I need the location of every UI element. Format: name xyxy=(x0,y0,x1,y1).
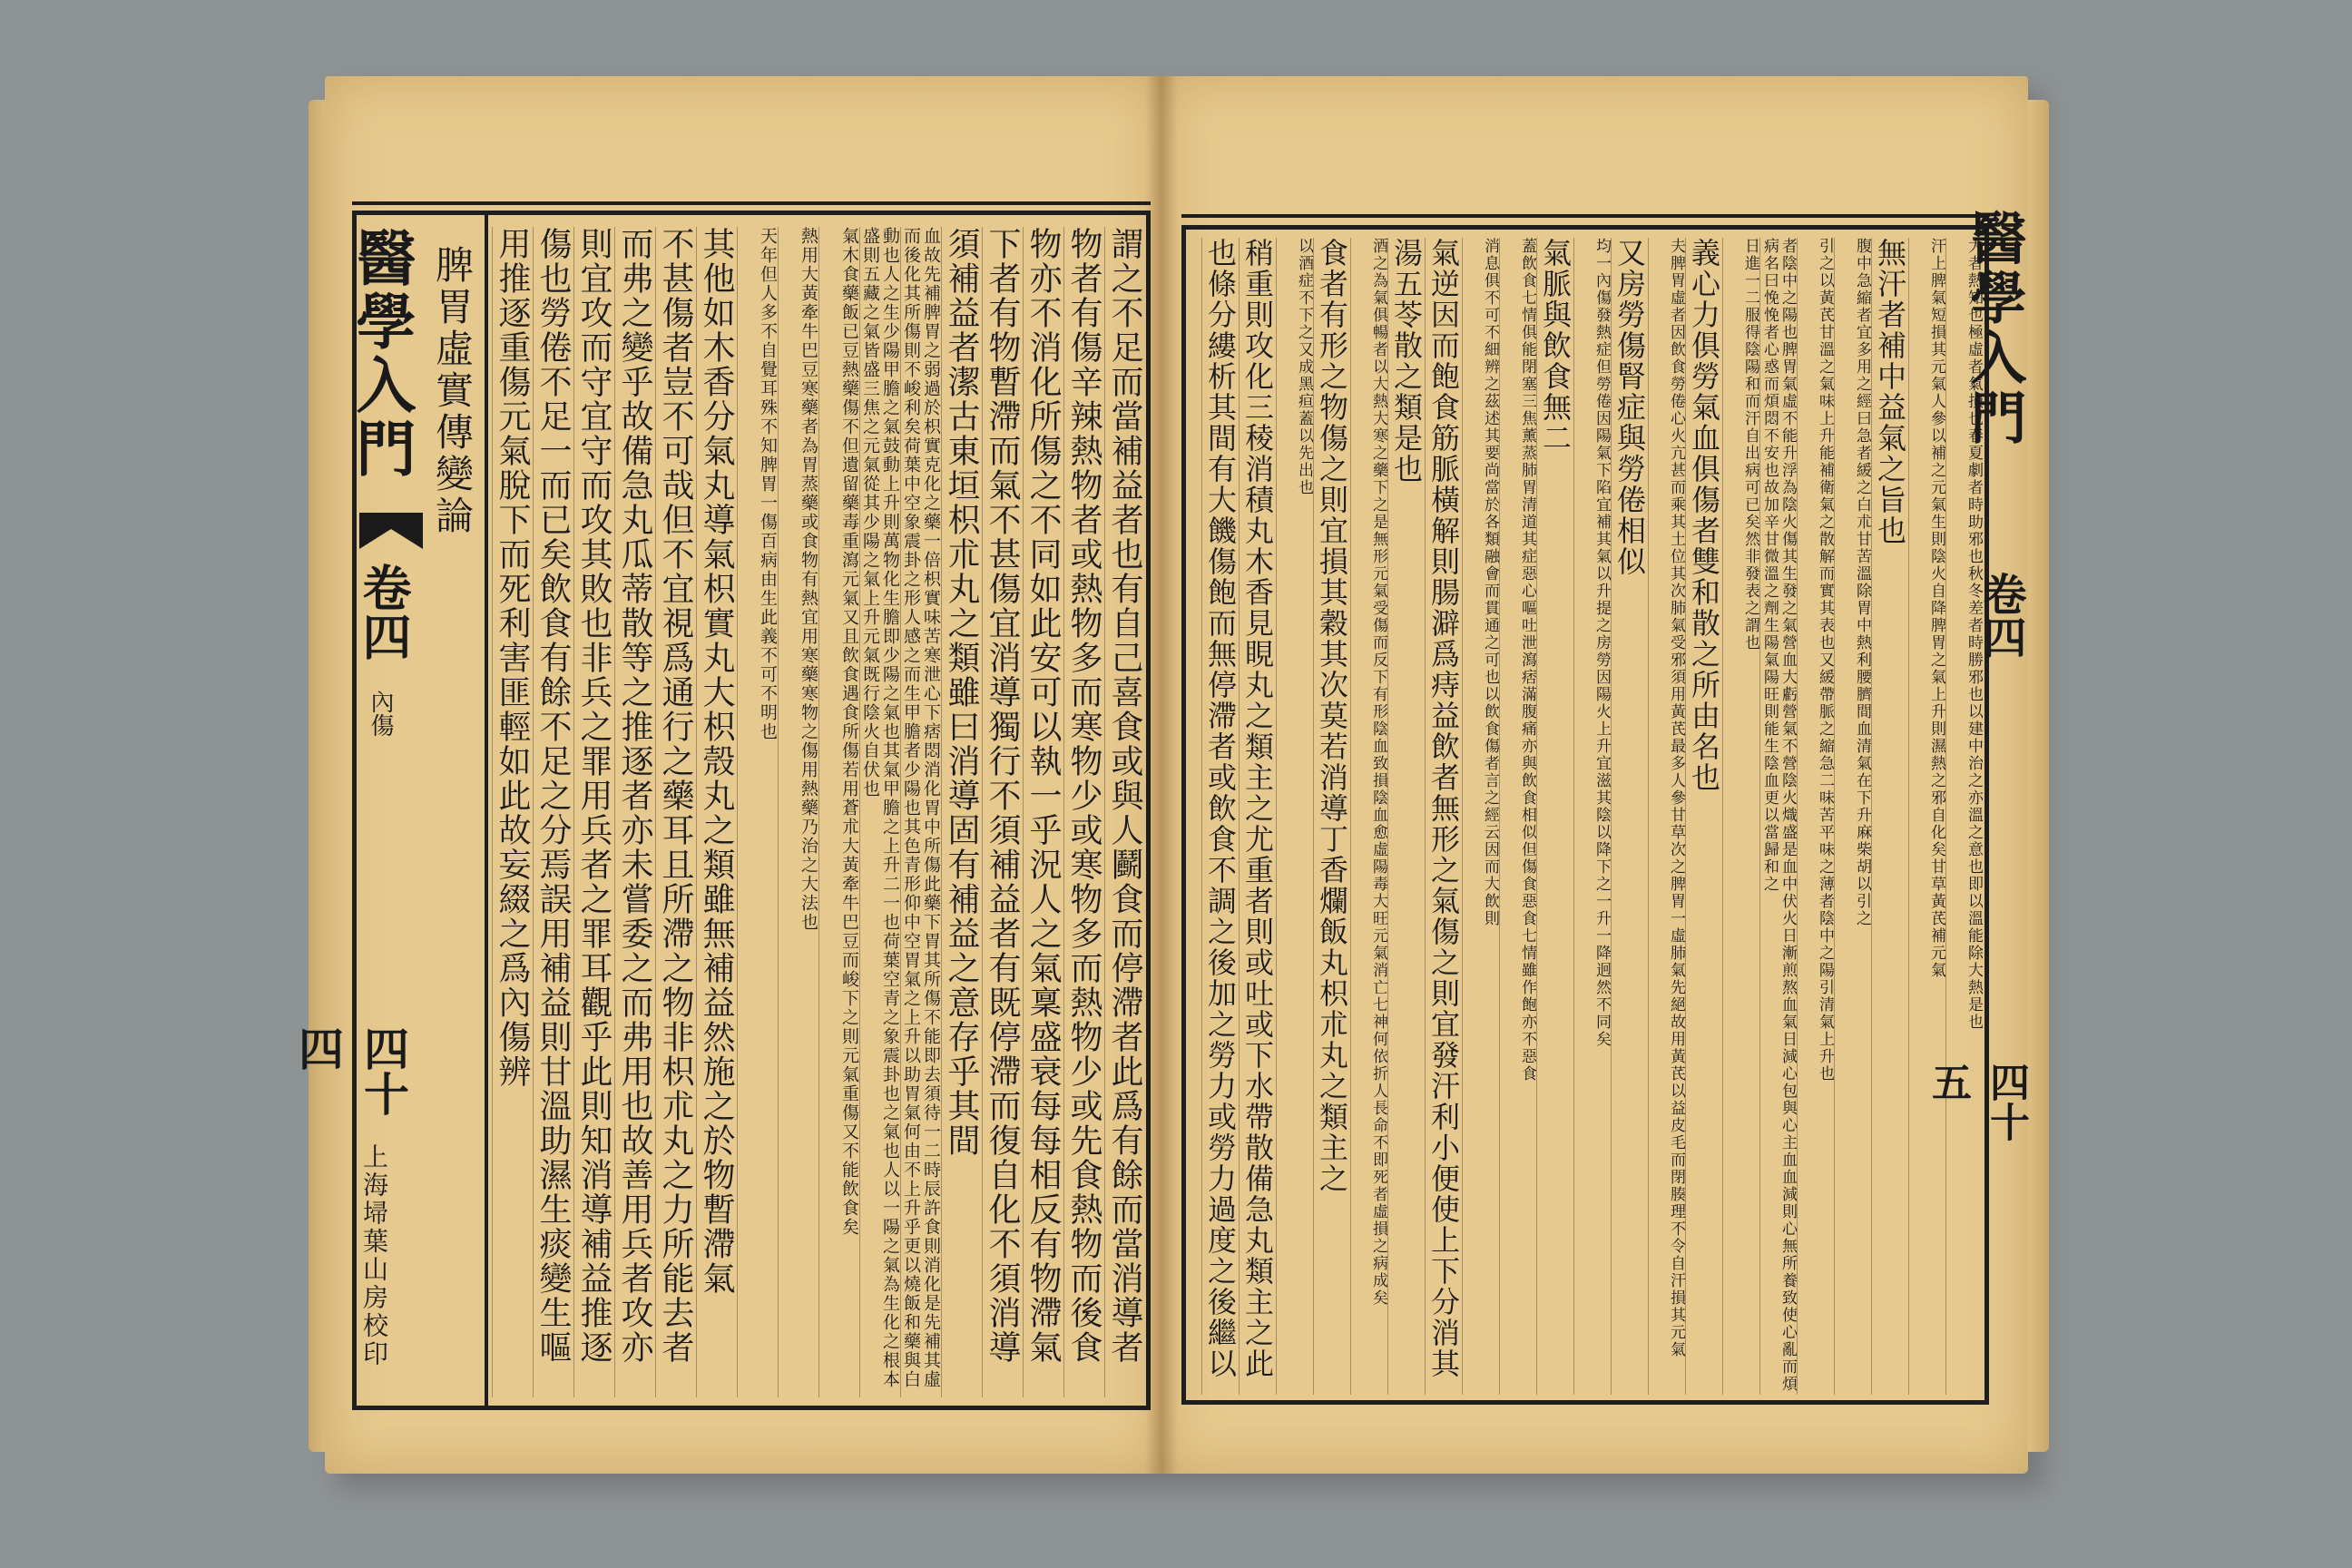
right-text-columns xyxy=(1193,238,1983,1395)
right-page-column: 也條分縷析其間有大饑傷飽而無停滯者或飲食不調之後加之勞力或勞力過度之後繼以 xyxy=(1201,238,1239,1395)
left-page-column: 氣木食藥飯已豆熱藥傷不但遺留藥毒重瀉元氣又且飲食遇食所傷若用蒼朮大黃牽牛巴豆而峻下之則元氣重傷又不能飲食矣 xyxy=(818,227,859,1397)
right-page-column: 稍重則攻化三稜消積丸木香見睍丸之類主之尤重者則或吐或下水帶散備急丸類主之此 xyxy=(1239,238,1276,1395)
left-page-column: 而弗之變乎故備急丸瓜蒂散等之推逐者亦未嘗委之而弗用也故善用兵者攻亦 xyxy=(614,227,655,1397)
right-page-column: 食者有形之物傷之則宜損其穀其次莫若消導丁香爛飯丸枳朮丸之類主之 xyxy=(1313,238,1350,1395)
right-page-column: 蓋飲食七情俱能閉塞三焦薰蒸肺胃清道其症惡心嘔吐泄瀉痞滿腹痛亦與飲食相似但傷食惡食七情雖作飽亦不惡食 xyxy=(1499,238,1536,1395)
right-page-column: 湯五苓散之類是也 xyxy=(1387,238,1425,1395)
right-page-column: 夫脾胃虛者因飲食勞倦心火亢甚而乘其土位其次肺氣受邪須用黃芪最多人參甘草次之脾胃一虛肺氣先絕故用黃芪以益皮毛而閉腠理不令自汗損其元氣 xyxy=(1648,238,1685,1395)
left-page-column: 血故先補脾胃之弱過於枳實克化之藥一倍枳實味苦寒泄心下痞悶消化胃中所傷此藥下胃其所傷不能即去須待一二時辰許食則消化是先補其虛而後化其所傷則不峻利矣荷葉中空象震卦之形人感之而生甲膽者少陽也其色青形仰中空胃氣之上升以助胃氣何由不上升乎更以燒飯和藥與白 xyxy=(900,227,941,1397)
left-section-label: 內傷 xyxy=(367,690,394,737)
right-top-rule xyxy=(1181,214,1989,218)
publisher-imprint: 上海埽葉山房校印 xyxy=(359,1143,389,1368)
left-page-column: 下者有物暫滯而氣不甚傷宜消導獨行不須補益者有既停滯而復自化不須消導 xyxy=(982,227,1023,1397)
left-page-column: 天年但人多不自覺耳殊不知脾胃一傷百病由生此義不可不明也 xyxy=(737,227,778,1397)
right-page-column: 消息俱不可不細辨之茲述其要尚當於各類融會而貫通之可也以飲食傷者言之經云因而大飲則 xyxy=(1462,238,1499,1395)
right-page-column: 又房勞傷腎症與勞倦相似 xyxy=(1611,238,1648,1395)
right-volume-label: 卷四 xyxy=(1975,572,2026,659)
right-book-title: 醫學入門 xyxy=(1961,209,2027,448)
right-page-column: 氣脈與飲食無二 xyxy=(1536,238,1573,1395)
left-page-column: 物亦不消化所傷之不同如此安可以執一乎況人之氣稟盛衰每每相反有物滯氣 xyxy=(1023,227,1063,1397)
right-page-column: 無汗者補中益氣之旨也 xyxy=(1871,238,1908,1395)
right-page-column: 日進一二服得陰陽和而汗自出病可已矣然非發表之謂也 xyxy=(1722,238,1759,1395)
left-top-rule xyxy=(352,201,1151,205)
right-page-column: 引之以黃芪甘溫之氣味上升能補衛氣之散解而實其表也又緩帶脈之縮急二味苦平味之薄者陰中之陽引清氣上升也 xyxy=(1797,238,1834,1395)
right-page-column: 酒之為氣俱暢者以大熱大寒之藥下之是無形元氣受傷而反下有形陰血致損陰血愈虛陽毒大旺元氣消亡七神何依折人長命不即死者虛損之病成矣 xyxy=(1350,238,1387,1395)
right-page-column: 以酒症不下之又成黑疸蓋以先出也 xyxy=(1276,238,1313,1395)
left-page-column: 動也人之生少陽甲膽之氣鼓動上升則萬物化生膽即少陽之氣也其氣甲膽之上升二一也荷葉空青之象震卦也之氣也人以一陽之氣為生化之根本盛則五藏之氣皆盛三焦之元氣從其少陽之氣上升元氣既行陰火自伏也 xyxy=(859,227,900,1397)
left-book-title: 醫學入門 xyxy=(346,227,416,481)
left-page-column: 謂之不足而當補益者也有自己喜食或與人鬬食而停滯者此爲有餘而當消導者 xyxy=(1104,227,1145,1397)
left-page-column: 傷也勞倦不足一而已矣飲食有餘不足之分焉誤用補益則甘溫助濕生痰變生嘔 xyxy=(533,227,573,1397)
right-page-column: 者陰中之陽也脾胃氣虛不能升浮為陰火傷其生發之氣營血大虧營氣不營陰火熾盛是血中伏火日漸煎熬血氣日減心包與心主血血減則心無所養致使心亂而煩病名曰悗悗者心惑而煩悶不安也故加辛甘微溫之劑生陽氣陽旺則能生陰血更以當歸和之 xyxy=(1760,238,1797,1393)
right-page-column: 均一內傷發熱症但勞倦因陽氣下陷宜補其氣以升提之房勞因陽火上升宜滋其陰以降下之一升一降迥然不同矣 xyxy=(1573,238,1611,1395)
fishtail-mark-icon xyxy=(359,513,423,549)
right-page-column: 氣逆因而飽食筋脈橫解則腸澼爲痔益飲者無形之氣傷之則宜發汗利小便使上下分消其 xyxy=(1425,238,1462,1395)
left-text-columns xyxy=(490,227,1145,1397)
right-page-column: 義心力俱勞氣血俱傷者雙和散之所由名也 xyxy=(1685,238,1722,1395)
left-page-number: 四十四 xyxy=(291,1025,410,1116)
right-page-number: 四十五 xyxy=(1925,1062,2029,1142)
right-page-column: 大者熱知也極虛者氣損也春夏劇者時助邪也秋冬差者時勝邪也以建中治之亦溫之意也即以溫能除大熱是也 xyxy=(1945,238,1983,1395)
left-page-column: 不甚傷者豈不可哉但不宜視爲通行之藥耳且所滯之物非枳朮丸之力所能去者 xyxy=(655,227,696,1397)
left-page-column: 物者有傷辛辣熱物者或熱物多而寒物少或寒物多而熱物少或先食熱物而後食 xyxy=(1063,227,1104,1397)
chapter-heading: 脾胃虛實傳變論 xyxy=(430,245,475,537)
left-page-column: 其他如木香分氣丸導氣枳實丸大枳殼丸之類雖無補益然施之於物暫滯氣 xyxy=(696,227,737,1397)
left-volume-label: 卷四 xyxy=(355,563,413,661)
right-page-column: 腹中急縮者宜多用之經曰急者緩之白朮甘苦溫除胃中熱利腰臍間血清氣在下升麻柴胡以引之 xyxy=(1834,238,1871,1395)
left-page-column: 則宜攻而守宜守而攻其敗也非兵之罪用兵者之罪耳觀乎此則知消導補益推逐 xyxy=(573,227,614,1397)
left-page-column: 用推逐重傷元氣脫下而死利害匪輕如此故妄綴之爲內傷辨 xyxy=(492,227,533,1397)
right-page-column: 汗上脾氣短損其元氣人參以補之元氣生則陰火自降脾胃之氣上升則濕熱之邪自化矣甘草黃芪補元氣 xyxy=(1908,238,1945,1395)
left-page-column: 須補益者潔古東垣枳朮丸之類雖曰消導固有補益之意存乎其間 xyxy=(941,227,982,1397)
left-page-column: 熱用大黃牽牛巴豆寒藥者為胃蒸藥或食物有熱宜用寒藥寒物之傷用熱藥乃治之大法也 xyxy=(778,227,818,1397)
